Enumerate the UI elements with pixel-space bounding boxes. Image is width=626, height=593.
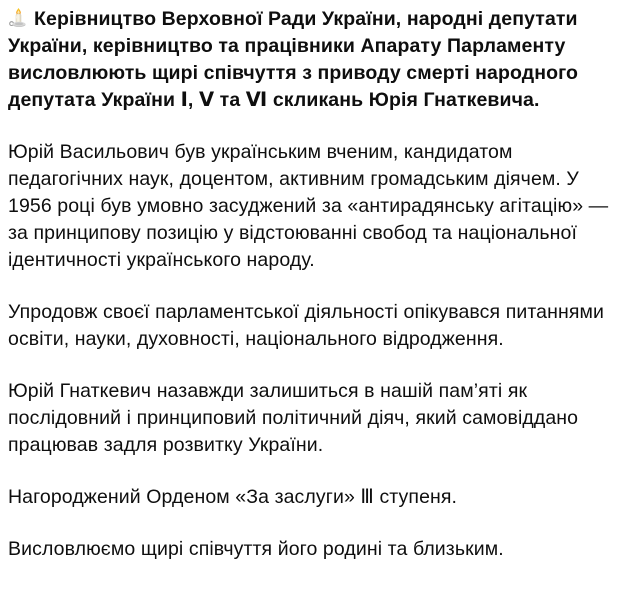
paragraph-award: Нагороджений Орденом «За заслуги» Ⅲ ступеня. [8,486,458,508]
candle-icon [8,7,30,29]
paragraph-parliamentary-activity: Упродовж своєї парламентської діяльності опікувався питаннями освіти, науки, духовності, національного відродження. [8,301,605,350]
paragraph-condolence-family: Висловлюємо щирі співчуття його родині та близьким. [8,538,504,560]
paragraph-memory: Юрій Гнаткевич назавжди залишиться в нашій пам’яті як послідовний і принциповий політичний діяч, який самовіддано працював задля розвитку України. [8,380,579,456]
paragraph-text: Керівництво Верховної Ради України, народні депутати України, керівництво та працівники Апарату Парламенту висловлюють щирі співчуття з приводу смерті народного депутата України Ⅰ, Ⅴ та Ⅵ скликань Юрія Гнаткевича. [8,8,579,111]
paragraph-condolence-header [8,6,618,114]
paragraph-biography: Юрій Васильович був українським вченим, кандидатом педагогічних наук, доцентом, активним громадським діячем. У 1956 році був умовно засуджений за «антирадянську агітацію» — за принципову позицію у відстоюванні свобод та національної ідентичності українського народу. [8,141,609,271]
